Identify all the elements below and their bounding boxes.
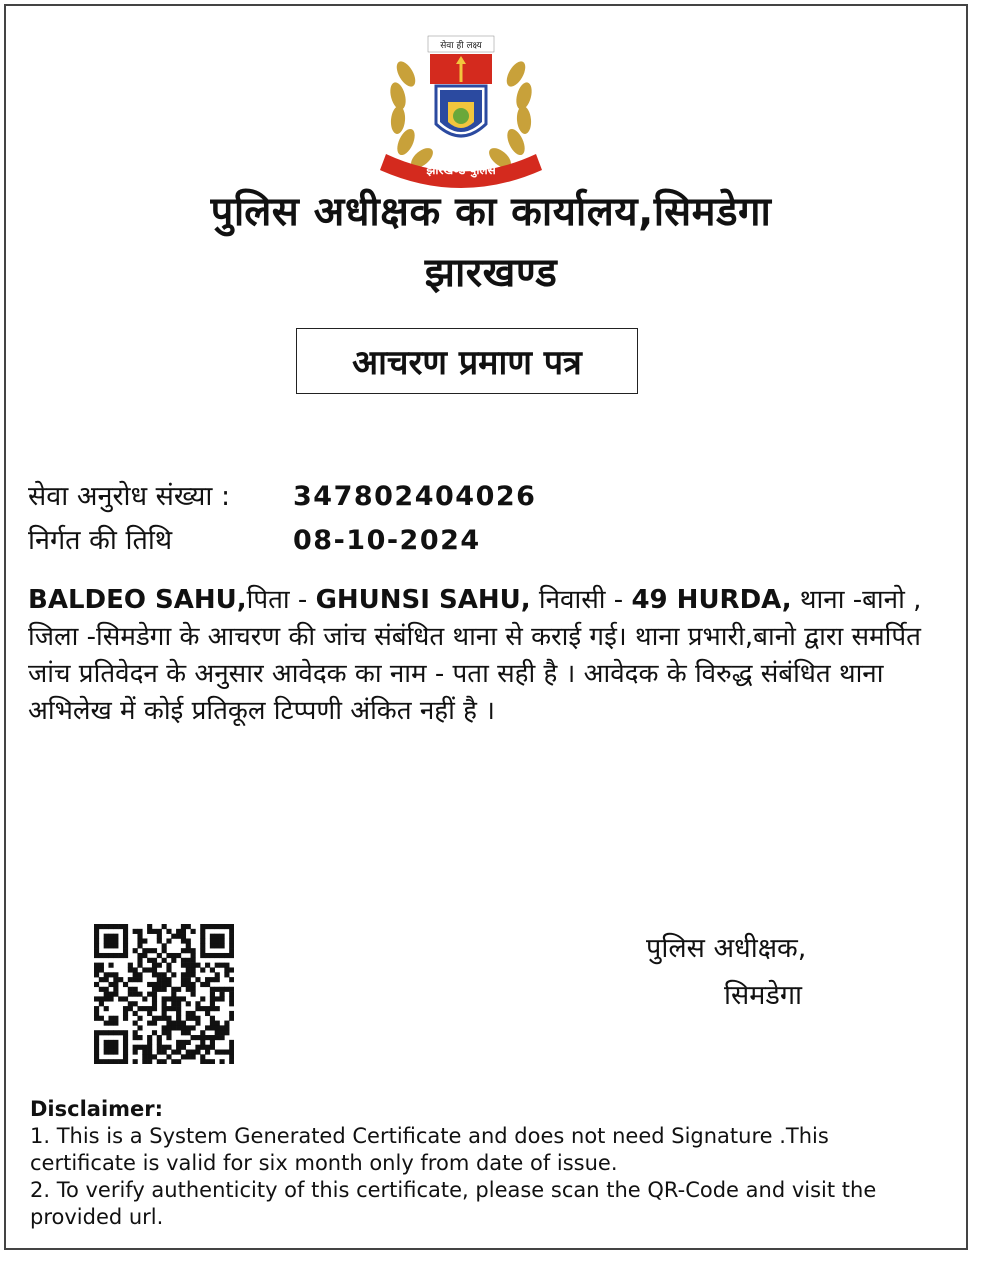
request-number-label: सेवा अनुरोध संख्या : <box>28 481 231 512</box>
father-label: पिता - <box>246 585 316 615</box>
request-number-value: 347802404026 <box>293 481 537 512</box>
applicant-name: BALDEO SAHU, <box>28 585 247 615</box>
certificate-body <box>28 582 958 730</box>
disclaimer <box>30 1096 930 1231</box>
office-title-line2: झारखण्ड <box>424 250 558 296</box>
office-title-line1: पुलिस अधीक्षक का कार्यालय,सिमडेगा <box>210 189 772 235</box>
applicant-address: 49 HURDA, <box>631 585 792 615</box>
certificate-title: आचरण प्रमाण पत्र <box>296 328 638 394</box>
emblem-motto: सेवा ही लक्ष्य <box>440 41 482 51</box>
certificate-statement: थाना -बानो , जिला -सिमडेगा के आचरण की जांच संबंधित थाना से कराई गई। थाना प्रभारी,बानो द्वारा समर्पित जांच प्रतिवेदन के अनुसार आवेदक का नाम - पता सही है । आवेदक के विरुद्ध संबंधित थाना अभिलेख में कोई प्रतिकूल टिप्पणी अंकित नहीं है । <box>28 585 922 726</box>
disclaimer-heading: Disclaimer: <box>30 1097 164 1121</box>
office-title <box>6 182 966 298</box>
request-number-row <box>28 476 536 513</box>
jharkhand-police-emblem-icon <box>366 24 556 192</box>
issue-date-label: निर्गत की तिथि <box>28 525 173 556</box>
signatory-district: सिमडेगा <box>724 980 803 1011</box>
certificate-page <box>4 4 968 1250</box>
issue-date-row <box>28 520 481 557</box>
residence-label: निवासी - <box>530 585 632 615</box>
emblem-ribbon-text: झारखण्ड पुलिस <box>426 163 496 177</box>
signatory-title: पुलिस अधीक्षक, <box>646 933 807 964</box>
disclaimer-item: 1. This is a System Generated Certificate and does not need Signature .This certificate is valid for six month only from date of issue. <box>30 1124 829 1175</box>
father-name: GHUNSI SAHU, <box>315 585 531 615</box>
disclaimer-item: 2. To verify authenticity of this certificate, please scan the QR-Code and visit the provided url. <box>30 1178 877 1229</box>
signature-block <box>646 928 806 1012</box>
issue-date-value: 08-10-2024 <box>293 525 481 556</box>
qr-code-icon <box>94 924 234 1064</box>
